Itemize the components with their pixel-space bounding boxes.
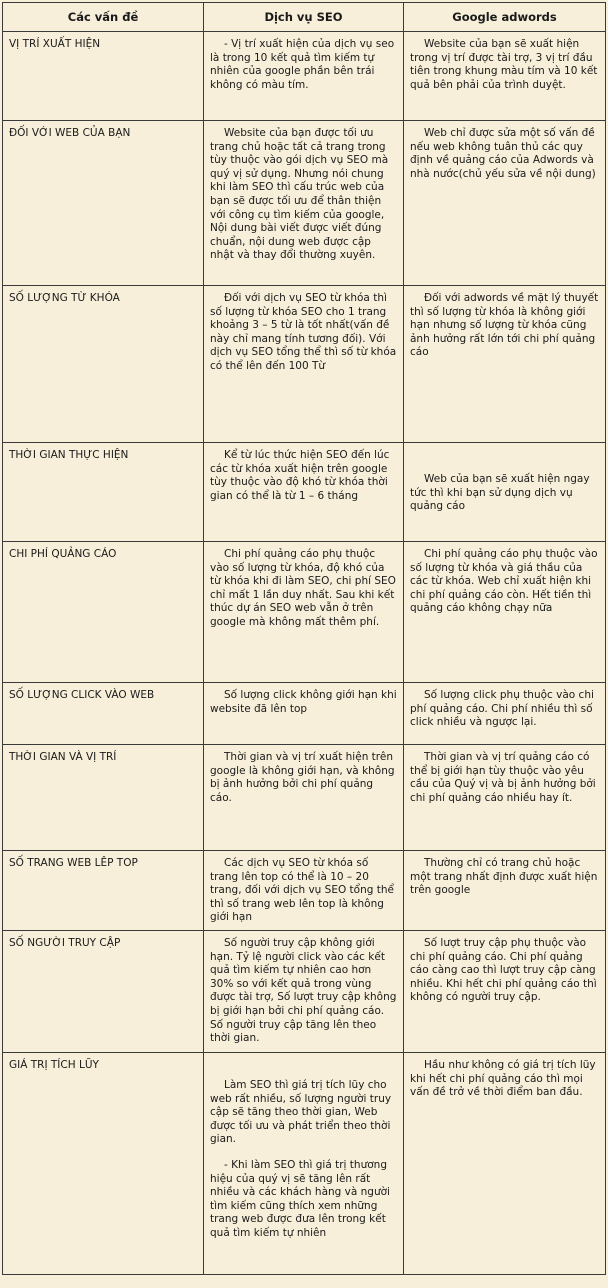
seo-text: Số người truy cập không giới hạn. Tỷ lệ người click vào các kết quả tìm kiếm tự nhiên cao hơn 30% so với kết quả trong vùng được tài trợ, Số lượt truy cập không bị giới hạn bởi chi phí quảng cáo. Số người truy cập tăng lên theo thời gian.	[210, 937, 397, 1045]
seo-cell	[204, 683, 404, 745]
row-label: THỜI GIAN VÀ VỊ TRÍ	[3, 745, 204, 851]
adwords-text: Website của bạn sẽ xuất hiện trong vị trí được tài trợ, 3 vị trí đầu tiên trong khung màu tím và 10 kết quả bên phải của trình duyệt.	[410, 38, 598, 91]
header-row	[3, 3, 606, 32]
seo-cell	[204, 931, 404, 1053]
header-issues: Các vấn đề	[3, 3, 204, 32]
adwords-text: Đối với adwords về mặt lý thuyết thì số lượng từ khóa là không giới hạn nhưng số lượng từ khóa cũng ảnh hưởng rất lớn tới chi phí quảng cáo	[410, 292, 599, 359]
seo-text: Các dịch vụ SEO từ khóa số trang lên top có thể là 10 – 20 trang, đối với dịch vụ SEO tổng thể thì số trang web lên top là không giới hạn	[210, 857, 394, 924]
table-row	[3, 1053, 606, 1275]
adwords-text: Thường chỉ có trang chủ hoặc một trang nhất định được xuất hiện trên google	[410, 857, 598, 897]
table-row	[3, 542, 606, 683]
row-label: SỐ NGƯỜI TRUY CẬP	[3, 931, 204, 1053]
row-label: SỐ LƯỢNG TỪ KHÓA	[3, 286, 204, 443]
seo-cell	[204, 121, 404, 286]
header-adwords: Google adwords	[404, 3, 606, 32]
adwords-cell	[404, 1053, 606, 1275]
comparison-table	[2, 2, 606, 1275]
table-row	[3, 32, 606, 121]
row-label: ĐỐI VỚI WEB CỦA BẠN	[3, 121, 204, 286]
adwords-cell	[404, 32, 606, 121]
seo-cell	[204, 443, 404, 542]
seo-cell	[204, 542, 404, 683]
adwords-text: Số lượt truy cập phụ thuộc vào chi phí quảng cáo. Chi phí quảng cáo càng cao thì lượt truy cập càng nhiều. Khi hết chi phí quảng cáo thì không có người truy cập.	[410, 937, 597, 1004]
seo-cell	[204, 1053, 404, 1275]
seo-cell	[204, 851, 404, 931]
adwords-text: Web chỉ được sửa một số vấn đề nếu web không tuân thủ các quy định về quảng cáo của Adwords và nhà nước(chủ yếu sửa về nội dung)	[410, 127, 596, 180]
seo-cell	[204, 745, 404, 851]
seo-text: Đối với dịch vụ SEO từ khóa thì số lượng từ khóa SEO cho 1 trang khoảng 3 – 5 từ là tốt nhất(vấn đề này chỉ mang tính tương đối). Với dịch vụ SEO tổng thể thì số từ khóa có thể lên đến 100 Từ	[210, 292, 397, 372]
row-label: VỊ TRÍ XUẤT HIỆN	[3, 32, 204, 121]
table-row	[3, 745, 606, 851]
adwords-text: Thời gian và vị trí quảng cáo có thể bị giới hạn tùy thuộc vào yêu cầu của Quý vị và bị ảnh hưởng bởi chi phí quảng cáo nhiều hay ít.	[410, 751, 596, 804]
row-label: SỐ LƯỢNG CLICK VÀO WEB	[3, 683, 204, 745]
table-row	[3, 851, 606, 931]
seo-text: - Vị trí xuất hiện của dịch vụ seo là trong 10 kết quả tìm kiếm tự nhiên của google phần bên trái không có màu tím.	[210, 38, 395, 91]
table-row	[3, 443, 606, 542]
adwords-text: Số lượng click phụ thuộc vào chi phí quảng cáo. Chi phí nhiều thì số click nhiều và ngược lại.	[410, 689, 594, 729]
adwords-cell	[404, 443, 606, 542]
table-row	[3, 683, 606, 745]
seo-text: - Khi làm SEO thì giá trị thương hiệu của quý vị sẽ tăng lên rất nhiều và các khách hàng và người tìm kiếm cũng thích xem những trang web được đưa lên trong kết quả tìm kiếm tự nhiên	[210, 1158, 390, 1239]
adwords-cell	[404, 931, 606, 1053]
adwords-text: Chi phí quảng cáo phụ thuộc vào số lượng từ khóa và giá thầu của các từ khóa. Web chỉ xuất hiện khi chi phí quảng cáo còn. Hết tiền thì quảng cáo không chạy nữa	[410, 548, 598, 615]
table-row	[3, 121, 606, 286]
table-row	[3, 286, 606, 443]
header-seo: Dịch vụ SEO	[204, 3, 404, 32]
seo-cell	[204, 32, 404, 121]
seo-text: Số lượng click không giới hạn khi website đã lên top	[210, 689, 397, 715]
seo-text: Kể từ lúc thức hiện SEO đến lúc các từ khóa xuất hiện trên google tùy thuộc vào độ khó từ khóa thời gian có thể là từ 1 – 6 tháng	[210, 449, 390, 502]
adwords-text: Hầu như không có giá trị tích lũy khi hết chi phí quảng cáo thì mọi vấn đề trở về thời điểm ban đầu.	[410, 1059, 596, 1099]
seo-text: Website của bạn được tối ưu trang chủ hoặc tất cả trang trong tùy thuộc vào gói dịch vụ SEO mà quý vị sử dụng. Nhưng nói chung khi làm SEO thì cấu trúc web của bạn sẽ được tối ưu để thân thiện với công cụ tìm kiếm của google, Nội dung bài viết được viết đúng chuẩn, nội dung web được cập nhật và thay đổi thường xuyên.	[210, 127, 389, 262]
row-label: THỜI GIAN THỰC HIỆN	[3, 443, 204, 542]
adwords-cell	[404, 683, 606, 745]
row-label: CHI PHÍ QUẢNG CÁO	[3, 542, 204, 683]
seo-text: Chi phí quảng cáo phụ thuộc vào số lượng từ khóa, độ khó của từ khóa khi đi làm SEO, chi phí SEO chỉ mất 1 lần duy nhất. Sau khi kết thúc dự án SEO web vẫn ở trên google mà không mất thêm phí.	[210, 548, 396, 628]
seo-text: Thời gian và vị trí xuất hiện trên google là không giới hạn, và không bị ảnh hưởng bởi chi phí quảng cáo.	[210, 751, 395, 804]
row-label: GIÁ TRỊ TÍCH LŨY	[3, 1053, 204, 1275]
adwords-cell	[404, 745, 606, 851]
adwords-cell	[404, 121, 606, 286]
adwords-cell	[404, 286, 606, 443]
adwords-cell	[404, 851, 606, 931]
table-row	[3, 931, 606, 1053]
adwords-text: Web của bạn sẽ xuất hiện ngay tức thì khi bạn sử dụng dịch vụ quảng cáo	[410, 473, 590, 513]
seo-cell	[204, 286, 404, 443]
row-label: SỐ TRANG WEB LÊP TOP	[3, 851, 204, 931]
adwords-cell	[404, 542, 606, 683]
seo-text: Làm SEO thì giá trị tích lũy cho web rất nhiều, số lượng người truy cập sẽ tăng theo thời gian, Web được tối ưu và phát triển theo thời gian.	[210, 1079, 392, 1146]
